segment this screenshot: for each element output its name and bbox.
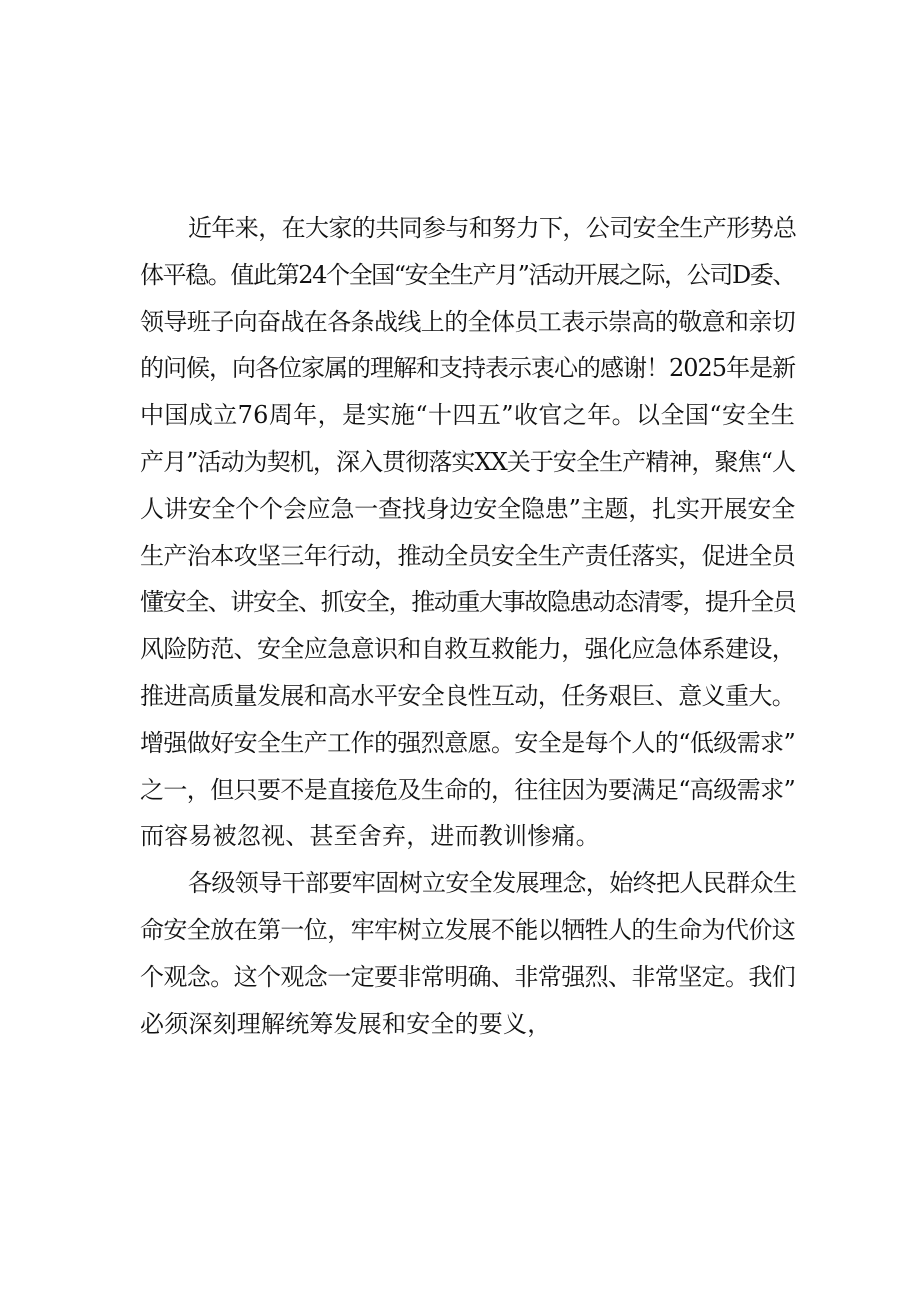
paragraph-line: 产月”活动为契机，深入贯彻落实XX关于安全生产精神，聚焦“人 — [140, 447, 795, 476]
paragraph-line: 风险防范、安全应急意识和自救互救能力，强化应急体系建设， — [140, 635, 796, 664]
paragraph-line: 近年来，在大家的共同参与和努力下，公司安全生产形势总 — [188, 214, 797, 242]
paragraph-line: 之一，但只要不是直接危及生命的，往往因为要满足“高级需求” — [140, 775, 796, 804]
paragraph-1 — [140, 205, 795, 860]
paragraph-line: 懂安全、讲安全、抓安全，推动重大事故隐患动态清零，提升全员 — [140, 588, 796, 617]
paragraph-line: 生产治本攻坚三年行动，推动全员安全生产责任落实，促进全员 — [140, 541, 796, 570]
paragraph-line: 必须深刻理解统筹发展和安全的要义， — [140, 1009, 552, 1038]
paragraph-line: 领导班子向奋战在各条战线上的全体员工表示崇高的敬意和亲切 — [140, 307, 796, 336]
paragraph-line: 体平稳。值此第24个全国“安全生产月”活动开展之际，公司D委、 — [140, 260, 795, 289]
paragraph-line: 命安全放在第一位，牢牢树立发展不能以牺牲人的生命为代价这 — [140, 915, 796, 944]
paragraph-line: 各级领导干部要牢固树立安全发展理念，始终把人民群众生 — [188, 869, 797, 898]
paragraph-line: 人讲安全个个会应急一查找身边安全隐患”主题，扎实开展安全 — [140, 494, 795, 523]
paragraph-2 — [140, 860, 795, 1047]
document-body — [140, 205, 795, 1047]
paragraph-line: 增强做好安全生产工作的强烈意愿。安全是每个人的“低级需求” — [140, 728, 796, 757]
paragraph-line: 中国成立76周年，是实施“十四五”收官之年。以全国“安全生 — [140, 401, 795, 430]
paragraph-line: 个观念。这个观念一定要非常明确、非常强烈、非常坚定。我们 — [140, 962, 796, 991]
paragraph-line: 推进高质量发展和高水平安全良性互动，任务艰巨、意义重大。 — [140, 681, 796, 710]
paragraph-line: 的问候，向各位家属的理解和支持表示衷心的感谢！2025年是新 — [140, 354, 796, 383]
paragraph-line: 而容易被忽视、甚至舍弃，进而教训惨痛。 — [140, 822, 600, 851]
